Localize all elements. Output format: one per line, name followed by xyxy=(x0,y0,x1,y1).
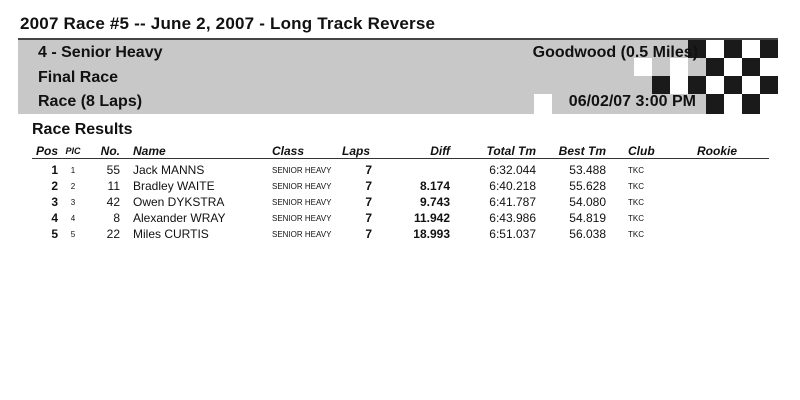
col-best-time: Best Tm xyxy=(558,144,606,158)
cell-best-time: 56.038 xyxy=(569,227,606,241)
race-laps: Race (8 Laps) xyxy=(38,93,143,110)
cell-class: SENIOR HEAVY xyxy=(272,166,332,175)
cell-pic: 2 xyxy=(70,182,76,191)
cell-pic: 1 xyxy=(70,166,76,175)
col-no: No. xyxy=(100,144,120,158)
cell-laps: 7 xyxy=(365,227,372,241)
cell-pos: 3 xyxy=(51,195,58,209)
col-rookie: Rookie xyxy=(697,144,738,158)
cell-laps: 7 xyxy=(365,195,372,209)
cell-best-time: 54.080 xyxy=(569,195,606,209)
cell-no: 11 xyxy=(107,179,120,193)
cell-pic: 4 xyxy=(70,214,76,223)
cell-diff: 11.942 xyxy=(413,211,450,225)
cell-name: Alexander WRAY xyxy=(133,211,226,225)
col-name: Name xyxy=(133,144,166,158)
cell-club: TKC xyxy=(628,166,644,175)
cell-laps: 7 xyxy=(365,163,372,177)
cell-name: Owen DYKSTRA xyxy=(133,195,225,209)
col-class: Class xyxy=(272,144,305,158)
cell-class: SENIOR HEAVY xyxy=(272,182,332,191)
event-name: 4 - Senior Heavy xyxy=(38,44,163,61)
cell-total-time: 6:40.218 xyxy=(489,179,536,193)
cell-pos: 2 xyxy=(51,179,58,193)
cell-name: Jack MANNS xyxy=(133,163,205,177)
col-laps: Laps xyxy=(342,144,371,158)
col-pos: Pos xyxy=(35,144,58,158)
cell-no: 42 xyxy=(106,195,120,209)
col-diff: Diff xyxy=(430,144,450,158)
table-row xyxy=(32,227,769,243)
cell-name: Miles CURTIS xyxy=(133,227,209,241)
cell-pos: 1 xyxy=(51,163,58,177)
cell-club: TKC xyxy=(628,214,644,223)
col-total-time: Total Tm xyxy=(486,144,536,158)
table-row xyxy=(32,195,769,211)
race-datetime: 06/02/07 3:00 PM xyxy=(568,93,696,110)
cell-class: SENIOR HEAVY xyxy=(272,230,332,239)
cell-club: TKC xyxy=(628,182,644,191)
table-row xyxy=(32,179,769,195)
cell-pos: 5 xyxy=(51,227,58,241)
cell-laps: 7 xyxy=(365,211,372,225)
cell-pos: 4 xyxy=(51,211,58,225)
page-title: 2007 Race #5 -- June 2, 2007 - Long Track Reverse xyxy=(20,14,436,33)
cell-total-time: 6:41.787 xyxy=(489,195,536,209)
col-club: Club xyxy=(628,144,655,158)
cell-total-time: 6:32.044 xyxy=(489,163,536,177)
section-title: Race Results xyxy=(32,121,133,138)
table-row xyxy=(32,211,769,227)
cell-no: 8 xyxy=(113,211,120,225)
cell-name: Bradley WAITE xyxy=(133,179,215,193)
cell-diff: 18.993 xyxy=(413,227,450,241)
cell-no: 22 xyxy=(106,227,120,241)
cell-pic: 5 xyxy=(70,230,76,239)
cell-best-time: 53.488 xyxy=(569,163,606,177)
cell-diff: 9.743 xyxy=(419,195,450,209)
cell-total-time: 6:51.037 xyxy=(489,227,536,241)
col-pic: PIC xyxy=(65,146,81,156)
cell-best-time: 54.819 xyxy=(569,211,606,225)
cell-laps: 7 xyxy=(365,179,372,193)
cell-class: SENIOR HEAVY xyxy=(272,214,332,223)
cell-total-time: 6:43.986 xyxy=(489,211,536,225)
results-header xyxy=(32,144,769,159)
race-type: Final Race xyxy=(38,69,119,86)
cell-club: TKC xyxy=(628,198,644,207)
cell-class: SENIOR HEAVY xyxy=(272,198,332,207)
cell-club: TKC xyxy=(628,230,644,239)
cell-pic: 3 xyxy=(70,198,76,207)
table-row xyxy=(32,163,769,179)
race-header xyxy=(18,38,778,114)
track-name: Goodwood (0.5 Miles) xyxy=(532,44,698,61)
cell-no: 55 xyxy=(106,163,120,177)
cell-best-time: 55.628 xyxy=(569,179,606,193)
cell-diff: 8.174 xyxy=(419,179,450,193)
